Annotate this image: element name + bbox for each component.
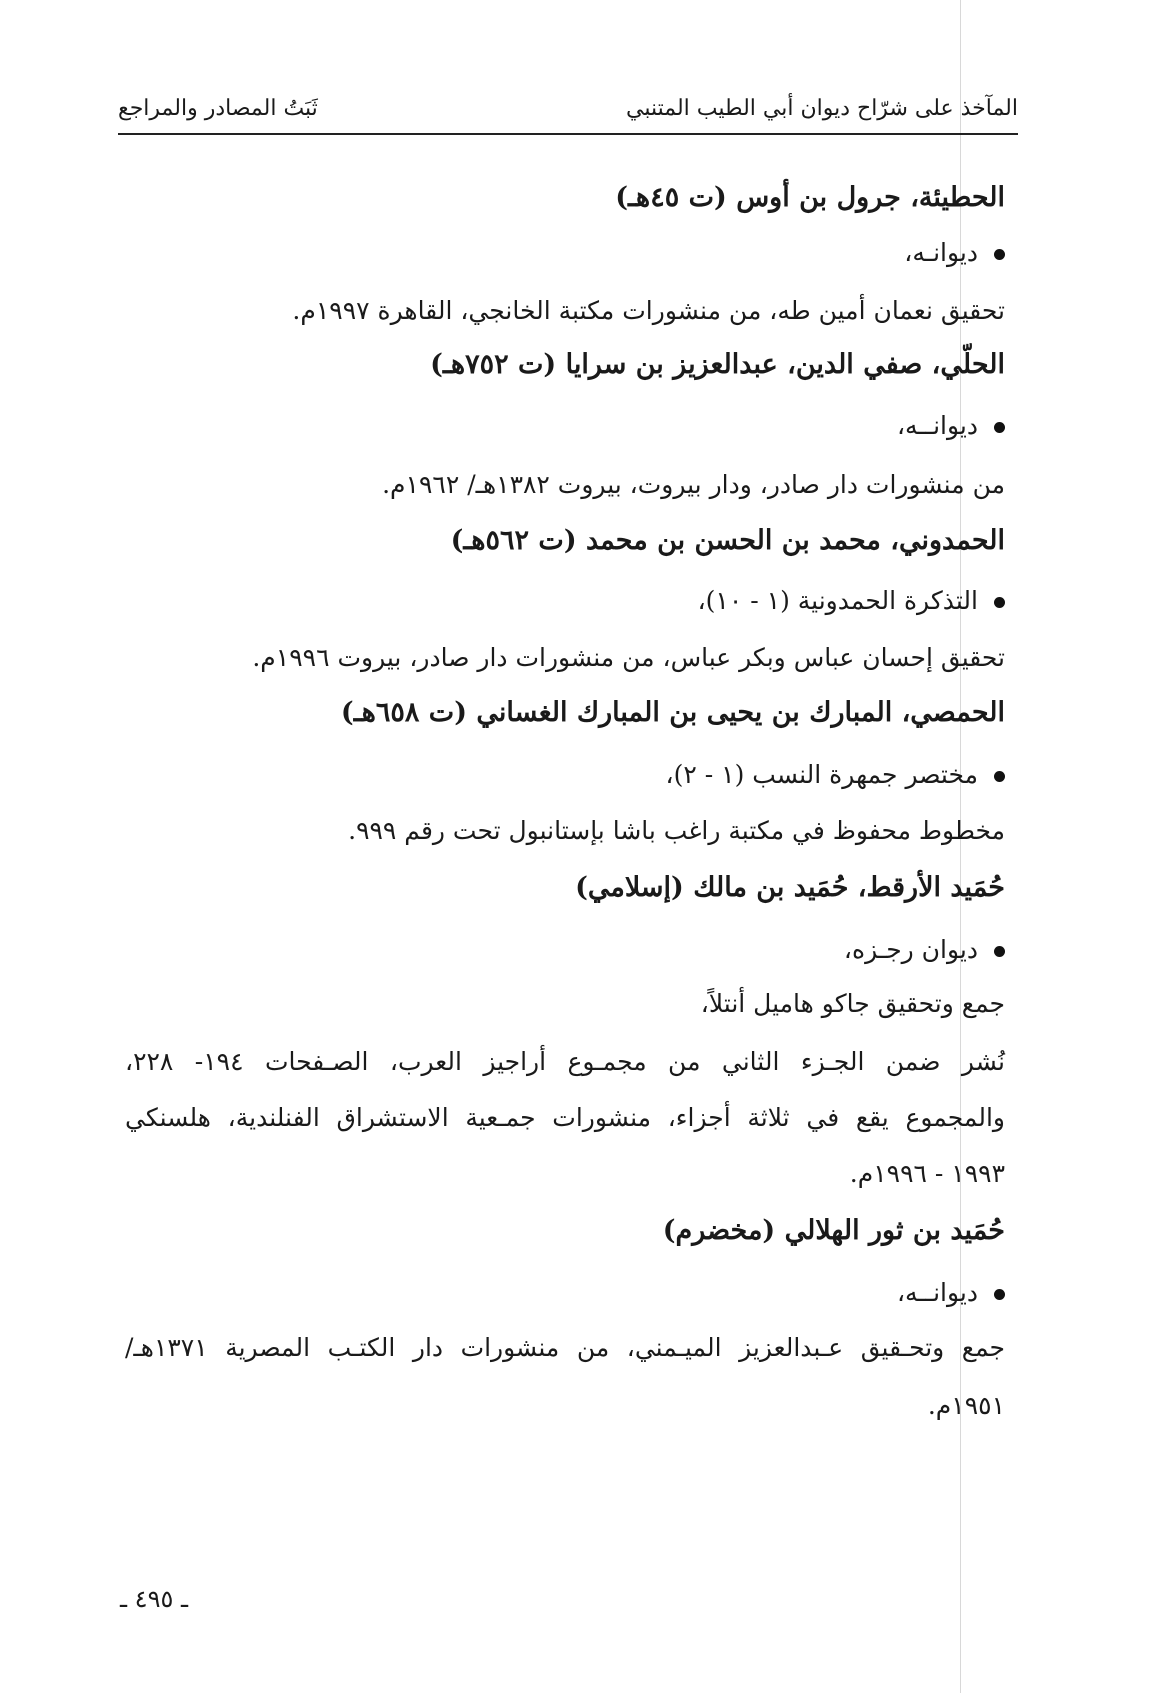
bullet-icon — [994, 597, 1005, 608]
entry-detail: تحقيق نعمان أمين طه، من منشورات مكتبة الخانجي، القاهرة ١٩٩٧م. — [292, 296, 1005, 325]
entry-work-title: ديوانــه، — [896, 411, 978, 440]
entry-detail: من منشورات دار صادر، ودار بيروت، بيروت ١٣٨٢هـ/ ١٩٦٢م. — [382, 470, 1005, 499]
entry-work-title: ديوانـه، — [904, 238, 978, 267]
entry-work — [666, 757, 1005, 793]
entry-detail: ١٩٥١م. — [927, 1391, 1005, 1420]
entry-detail: ١٩٩٣ - ١٩٩٦م. — [849, 1159, 1005, 1188]
entry-detail: نُشر ضمن الجـزء الثاني من مجمـوع أراجيز العرب، الصـفحات ١٩٤- ٢٢٨، — [125, 1047, 1005, 1076]
entry-detail: تحقيق إحسان عباس وبكر عباس، من منشورات دار صادر، بيروت ١٩٩٦م. — [252, 643, 1005, 672]
entry-author: الحمدوني، محمد بن الحسن بن محمد (ت ٥٦٢هـ) — [450, 525, 1005, 556]
page-number: ـ ٤٩٥ ـ — [120, 1585, 189, 1613]
entry-work — [904, 235, 1005, 271]
bullet-icon — [994, 771, 1005, 782]
entry-detail: جمع وتحقيق جاكو هاميل أنتلاً، — [700, 989, 1005, 1018]
entry-author: حُمَيد بن ثور الهلالي (مخضرم) — [662, 1215, 1005, 1246]
section-title: ثَبَتُ المصادر والمراجع — [118, 96, 318, 121]
entry-author: حُمَيد الأرقط، حُمَيد بن مالك (إسلامي) — [575, 872, 1005, 903]
header-rule — [118, 133, 1018, 135]
entry-work-title: مختصر جمهرة النسب (١ - ٢)، — [665, 760, 978, 789]
entry-work — [844, 932, 1005, 968]
entry-work — [897, 408, 1005, 444]
entry-author: الحطيئة، جرول بن أوس (ت ٤٥هـ) — [615, 182, 1005, 213]
entry-work-title: التذكرة الحمدونية (١ - ١٠)، — [697, 586, 978, 615]
entry-work — [698, 583, 1005, 619]
entry-work-title: ديوان رجـزه، — [843, 935, 978, 964]
entry-detail: جمع وتحـقيق عـبدالعزيز الميـمني، من منشورات دار الكتـب المصرية ١٣٧١هـ/ — [125, 1333, 1005, 1362]
entry-detail: مخطوط محفوظ في مكتبة راغب باشا بإستانبول تحت رقم ٩٩٩. — [348, 816, 1005, 845]
entry-author: الحلّي، صفي الدين، عبدالعزيز بن سرايا (ت ٧٥٢هـ) — [430, 349, 1005, 380]
entry-work-title: ديوانــه، — [896, 1278, 978, 1307]
entry-work — [897, 1275, 1005, 1311]
bullet-icon — [994, 946, 1005, 957]
bullet-icon — [994, 249, 1005, 260]
entry-detail: والمجموع يقع في ثلاثة أجزاء، منشورات جمـعية الاستشراق الفنلندية، هلسنكي — [125, 1103, 1005, 1132]
bullet-icon — [994, 1289, 1005, 1300]
book-title: المآخذ على شرّاح ديوان أبي الطيب المتنبي — [626, 96, 1018, 121]
bullet-icon — [994, 422, 1005, 433]
entry-author: الحمصي، المبارك بن يحيى بن المبارك الغساني (ت ٦٥٨هـ) — [340, 697, 1005, 728]
running-head — [118, 92, 1018, 132]
